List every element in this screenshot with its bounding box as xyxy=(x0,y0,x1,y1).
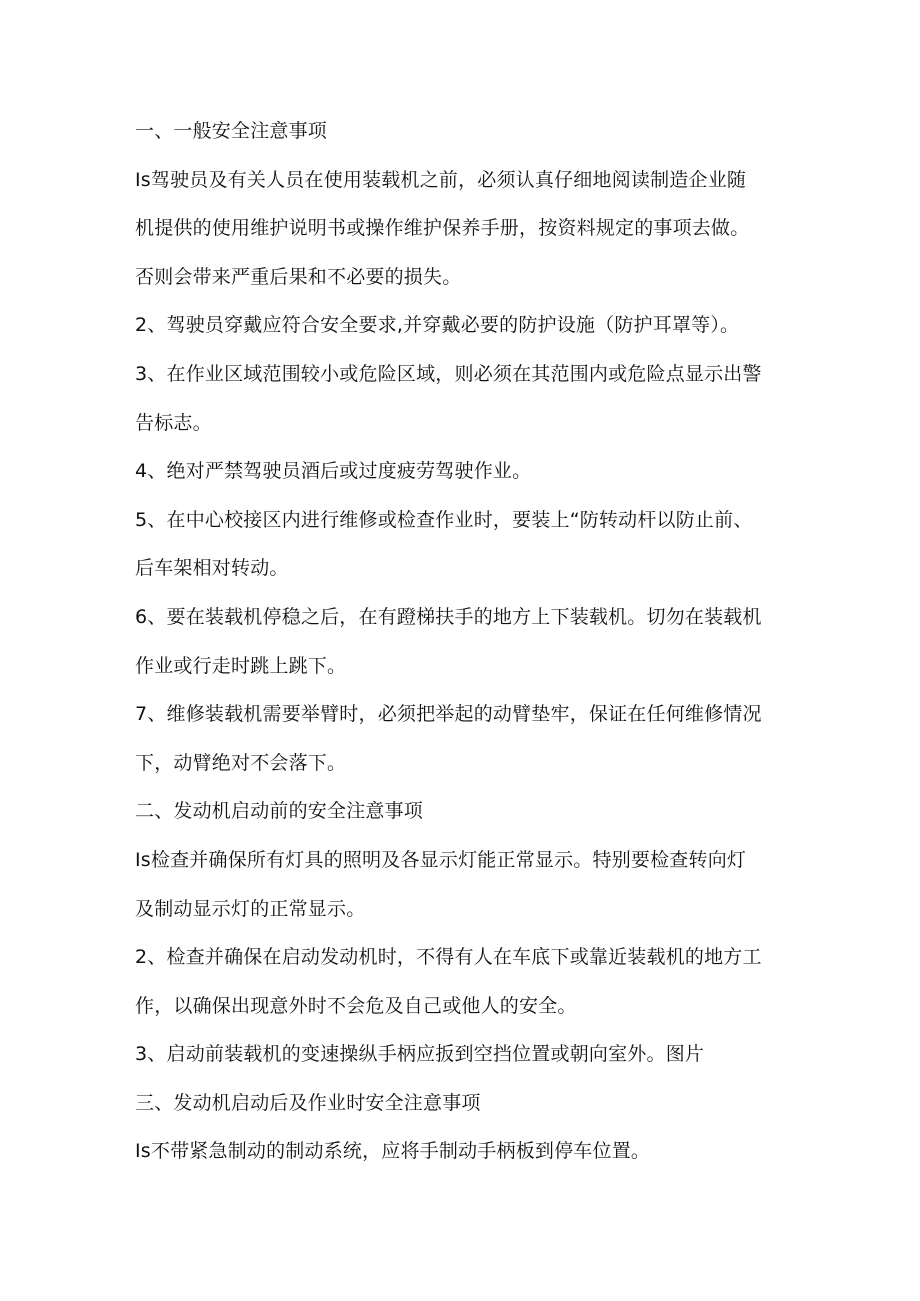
paragraph-line: 及制动显示灯的正常显示。 xyxy=(135,897,366,920)
paragraph-line: 4、绝对严禁驾驶员酒后或过度疲劳驾驶作业。 xyxy=(135,460,532,483)
paragraph-line: 3、在作业区域范围较小或危险区域，则必须在其范围内或危险点显示出警 xyxy=(135,362,762,385)
section-heading-general-safety: 一、一般安全注意事项 xyxy=(135,120,328,142)
document-page xyxy=(135,115,795,1184)
paragraph-line: 下，动臂绝对不会落下。 xyxy=(135,751,347,774)
section-heading-post-start-safety: 三、发动机启动后及作业时安全注意事项 xyxy=(135,1091,481,1114)
paragraph-line: Is不带紧急制动的制动系统，应将手制动手柄板到停车位置。 xyxy=(135,1140,651,1163)
section-heading-pre-start-safety: 二、发动机启动前的安全注意事项 xyxy=(135,800,424,823)
paragraph-line: Is检查并确保所有灯具的照明及各显示灯能正常显示。特别要检查转向灯 xyxy=(135,848,747,871)
paragraph-line: 机提供的使用维护说明书或操作维护保养手册，按资料规定的事项去做。 xyxy=(135,217,750,240)
paragraph-line: 作，以确保出现意外时不会危及自己或他人的安全。 xyxy=(135,994,577,1017)
paragraph-line: 7、维修装载机需要举臂时，必须把举起的动臂垫牢，保证在任何维修情况 xyxy=(135,703,762,726)
paragraph-line: 3、启动前装载机的变速操纵手柄应扳到空挡位置或朝向室外。图片 xyxy=(135,1043,705,1066)
paragraph-line: 2、检查并确保在启动发动机时，不得有人在车底下或靠近装载机的地方工 xyxy=(135,946,762,969)
paragraph-line: 6、要在装载机停稳之后，在有蹬梯扶手的地方上下装载机。切勿在装载机 xyxy=(135,605,762,628)
paragraph-line: 2、驾驶员穿戴应符合安全要求,并穿戴必要的防护设施（防护耳罩等）。 xyxy=(135,314,740,337)
paragraph-line: 告标志。 xyxy=(135,411,212,434)
paragraph-line: 后车架相对转动。 xyxy=(135,557,289,580)
paragraph-line: 5、在中心校接区内进行维修或检查作业时，要装上“防转动杆以防止前、 xyxy=(135,508,753,531)
paragraph-line: Is驾驶员及有关人员在使用装载机之前，必须认真仔细地阅读制造企业随 xyxy=(135,168,747,191)
paragraph-line: 否则会带来严重后果和不必要的损失。 xyxy=(135,265,462,288)
paragraph-line: 作业或行走时跳上跳下。 xyxy=(135,654,347,677)
